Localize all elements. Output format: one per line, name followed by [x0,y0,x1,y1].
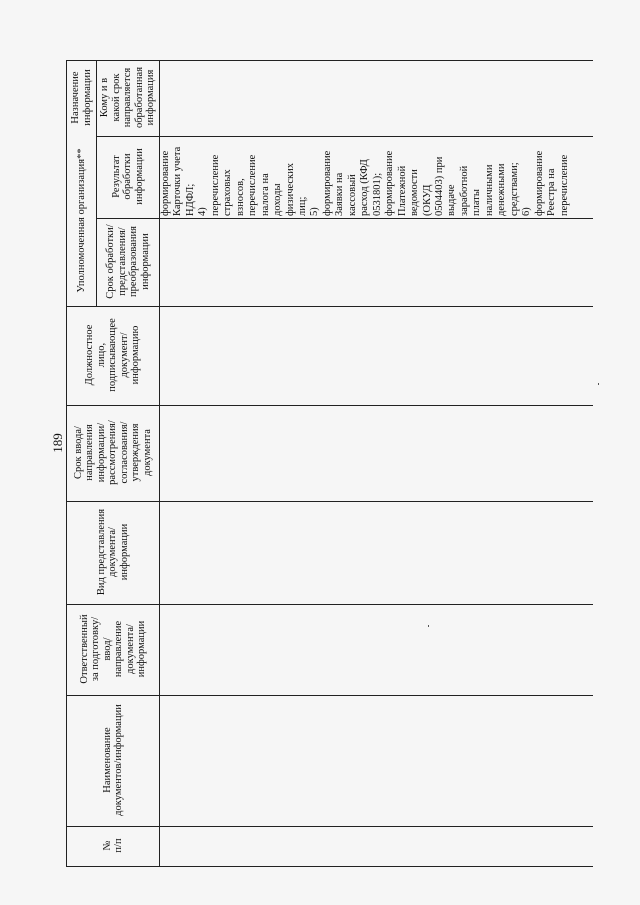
result-cell-text: формирование Карточки учета НДФЛ; 4) перечисление страховых взносов, перечисление налога на доходы физических лиц; 5) формирование Заявки на кассовый расход (КФД 0531801); формирование Платежной ведомости (ОКУД 0504403) при выдаче заработной платы наличными денежными средствами; 6) формирование Реестра на перечисление [160,146,570,216]
scan-speck [428,625,429,627]
grid-line [159,826,593,827]
header-recipient: Кому и в какой срок направляется обработанная информация [99,66,157,129]
header-doc-name: Наименование документов/информации [101,704,124,816]
grid-line [66,866,159,867]
header-authorized-org: Уполномоченная организация** [75,148,87,293]
header-purpose: Назначение информации [70,69,93,126]
grid-line [159,604,593,605]
header-processing-deadline: Срок обработки/ представления/ преобразования информации [105,224,151,299]
grid-line [159,306,593,307]
header-presentation-type: Вид представления документа/ информации [95,508,130,596]
scan-speck [598,383,599,385]
header-deadline: Срок ввода/ направления информации/ рассмотрения/ согласования/ утверждения документа [72,420,153,485]
grid-line [159,501,593,502]
page-number: 189 [50,433,66,453]
grid-line [159,218,593,219]
grid-line [159,866,593,867]
header-num: № п/п [101,838,124,853]
grid-line [159,60,593,61]
header-official: Должностное лицо, подписывающее документ/ информацию [84,318,142,392]
header-responsible: Ответственный за подготовку/ ввод/ направление документа/ информации [78,614,147,684]
header-processing-result: Результат обработки информации [110,148,145,205]
grid-line [159,405,593,406]
grid-line [159,695,593,696]
